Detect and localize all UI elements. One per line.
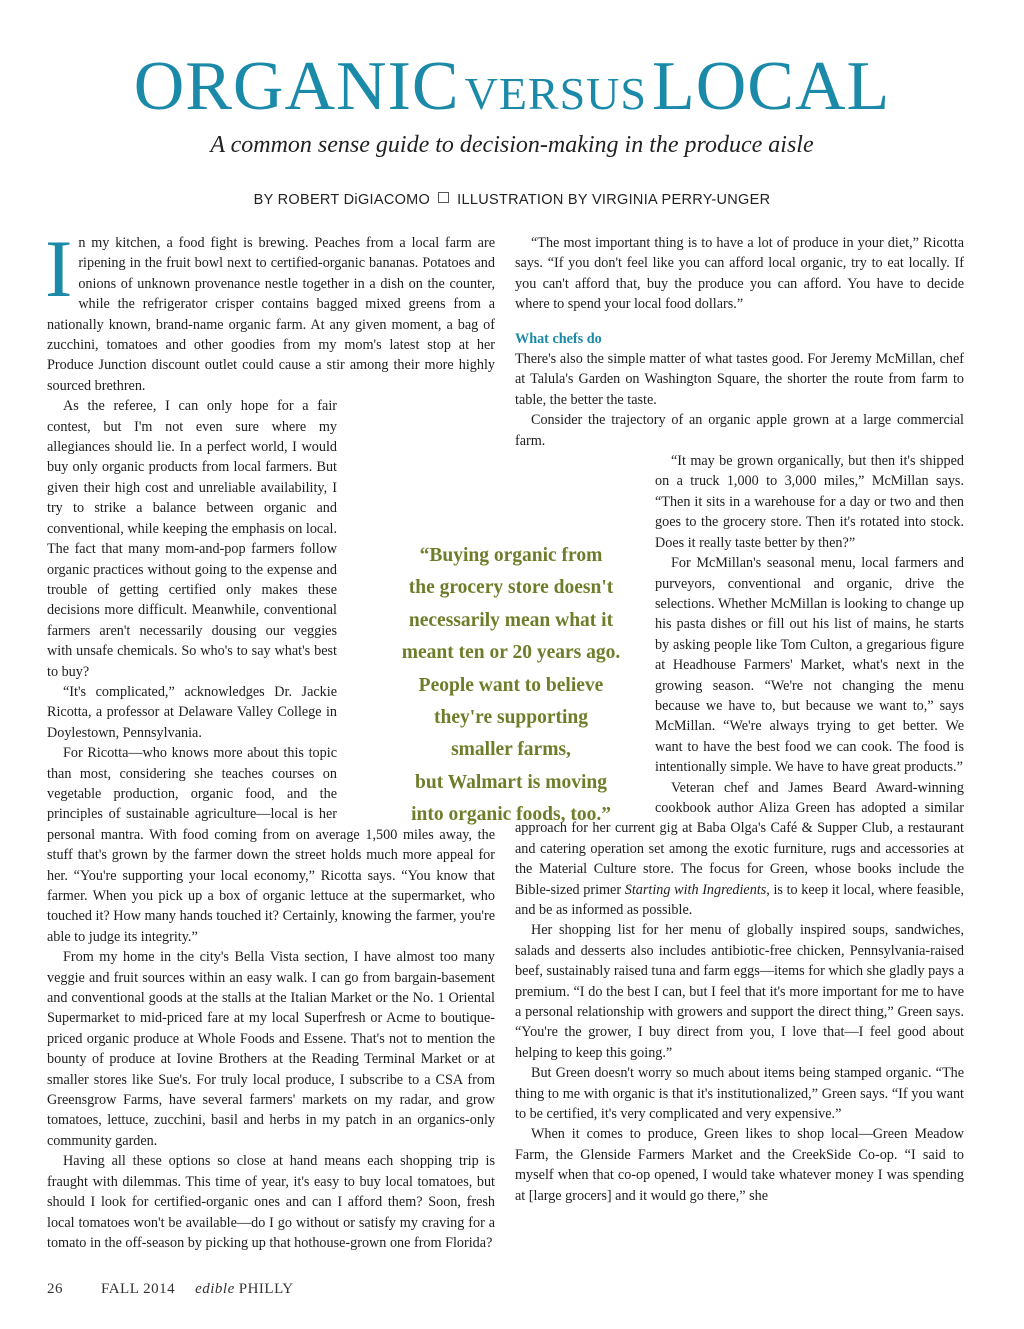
magazine-brand: edible: [195, 1281, 235, 1297]
pull-quote-line: meant ten or 20 years ago.: [401, 642, 621, 664]
drop-cap: I: [45, 223, 73, 314]
issue-season: FALL 2014: [101, 1281, 176, 1297]
pull-quote-line: they're supporting: [433, 707, 589, 729]
pull-quote-line: People want to believe: [418, 674, 604, 696]
paragraph: As the referee, I can only hope for a fair contest, but I'm not even sure where my allegiances should lie. In a perfect world, I would buy only organic products from local farmers. But given their high cost and unreliable availability, I try to strike a balance between organic and conventional, while keeping the emphasis on local. The fact that many mom-and-pop farmers follow organic practices without going to the expense and trouble of getting certified only makes these decisions more difficult. Meanwhile, conventional farmers aren't necessarily dousing our veggies with unsafe chemicals. So who's to say what's best to buy?: [47, 396, 495, 682]
separator-box-icon: [438, 192, 449, 203]
paragraph: But Green doesn't worry so much about items being stamped organic. “The thing to me with organic is that it's institutionalized,” Green says. “If you want to be certified, it's very complicated and very expensive.”: [515, 1065, 964, 1123]
paragraph: Consider the trajectory of an organic apple grown at a large commercial farm.: [515, 412, 964, 449]
paragraph: Her shopping list for her menu of globally inspired soups, sandwiches, salads and desserts also includes antibiotic-free chicken, Pennsylvania-raised beef, sustainably raised tuna and farm eggs—items for which she gladly pays a premium. “I do the best I can, but I feel that it's more important for me to have a personal relationship with growers and support the direct thing,” Green says. “You're the grower, I buy direct from you, I love that—I feel good about helping to keep this going.”: [515, 922, 964, 1061]
paragraph: For McMillan's seasonal menu, local farmers and purveyors, conventional and organic, drive the selections. Whether McMillan is looking to change up his pasta dishes or fill out his list of mains, he starts by asking people like Tom Culton, a gregarious figure at Headhouse Farmers' Market, what's next in the growing season. “We're not changing the menu because we have to, but because we want to,” says McMillan. “We're always trying to get better. We want to have the best food we can cook. The food is intentionally simple. We have to have great products.”: [655, 555, 964, 776]
byline-author: BY ROBERT DiGIACOMO: [253, 192, 431, 208]
byline: [0, 192, 1024, 208]
title-part-versus: VERSUS: [464, 68, 647, 119]
paragraph: There's also the simple matter of what tastes good. For Jeremy McMillan, chef at Talula's Garden on Washington Square, the shorter the route from farm to table, the better the taste.: [515, 351, 964, 408]
article-subtitle: A common sense guide to decision-making in the produce aisle: [210, 132, 814, 158]
paragraph: Having all these options so close at hand means each shopping trip is fraught with dilemmas. This time of year, it's easy to buy local tomatoes, but should I look for certified-organic ones and can I afford them? Soon, fresh local tomatoes won't be available—do I go without or satisfy my craving for a tomato in the off-season by picking up that hothouse-grown one from Florida?: [47, 1153, 495, 1251]
title-part-organic: ORGANIC: [133, 48, 460, 125]
paragraph: When it comes to produce, Green likes to shop local—Green Meadow Farm, the Glenside Farmers Market and the CreekSide Co-op. “I said to myself when that co-op opened, I would take whatever money I was spending at [large grocers] and it would go there,” she: [515, 1126, 964, 1204]
section-heading: What chefs do: [515, 330, 602, 347]
pull-quote-line: the grocery store doesn't: [408, 577, 614, 599]
book-title: Starting with Ingredients: [624, 881, 767, 898]
page-number: 26: [47, 1281, 63, 1297]
pull-quote-line: but Walmart is moving: [415, 771, 607, 793]
paragraph: Veteran chef and James Beard Award-winning cookbook author Aliza Green has adopted a similar approach for her current gig at Baba Olga's Café & Supper Club, a restaurant and catering operation set among the exotic furniture, rugs and accessories at the Material Culture store. The focus for Green, whose books include the Bible-sized primer Starting with Ingredients, is to keep it local, where feasible, and be as informed as possible.: [515, 779, 964, 918]
magazine-city: PHILLY: [238, 1281, 294, 1297]
page-footer: [47, 1281, 294, 1298]
pull-quote-line: necessarily mean what it: [408, 609, 614, 631]
paragraph: From my home in the city's Bella Vista section, I have almost too many veggie and fruit sources within an easy walk. I can go from bargain-basement and conventional goods at the stalls at the Italian Market or the No. 1 Oriental Supermarket to mid-priced fare at my local Superfresh or Acme to boutique-priced organic produce at Whole Foods and Essene. That's not to mention the bounty of produce at Iovine Brothers at the Reading Terminal Market or at smaller stores like Sue's. For truly local produce, I subscribe to a CSA from Greensgrow Farms, have several farmers' markets on my radar, and grow tomatoes, lettuce, zucchini, basil and herbs in my patch in an organics-only community garden.: [47, 949, 495, 1149]
paragraph: “It may be grown organically, but then it's shipped on a truck 1,000 to 3,000 miles,” McMillan says. “Then it sits in a warehouse for a day or two and then goes to the grocery store. Then it's rotated into stock. Does it really taste better by then?”: [515, 451, 964, 553]
pull-quote-line: “Buying organic from: [419, 545, 603, 566]
pull-quote: [380, 540, 642, 832]
paragraph: For Ricotta—who knows more about this topic than most, considering she teaches courses on vegetable production, organic food, and the principles of sustainable agriculture—local is her personal mantra. With food coming from on average 1,500 miles away, the stuff that's grown by the farmer down the street holds much more appeal for her. “You're supporting your local economy,” Ricotta says. “You know that farmer. When you pick up a box of organic lettuce at the supermarket, who touched it? How many hands touched it? Certainly, knowing the farmer, you're able to judge its integrity.”: [47, 745, 495, 945]
pull-quote-line: smaller farms,: [451, 739, 571, 761]
title-part-local: LOCAL: [651, 48, 891, 125]
article-title: [0, 48, 1024, 125]
paragraph: “It's complicated,” acknowledges Dr. Jackie Ricotta, a professor at Delaware Valley College in Doylestown, Pennsylvania.: [47, 683, 337, 741]
pull-quote-line: into organic foods, too.”: [411, 804, 611, 826]
paragraph: In my kitchen, a food fight is brewing. Peaches from a local farm are ripening in the fruit bowl next to certified-organic bananas. Potatoes and onions of unknown provenance nestle together in a dish on the counter, while the refrigerator crisper contains bagged mixed greens from a nationally known, brand-name organic farm. At any given moment, a bag of zucchini, tomatoes and other goodies from my mom's latest stop at her Produce Junction discount outlet could cause a stir among their more highly sourced brethren.: [45, 223, 495, 394]
byline-illustration: ILLUSTRATION BY VIRGINIA PERRY-UNGER: [457, 192, 771, 208]
paragraph: “The most important thing is to have a lot of produce in your diet,” Ricotta says. “If you don't feel like you can afford local organic, try to eat locally. If you can't afford that, buy the produce you can afford. You have to decide where to spend your local food dollars.”: [515, 235, 964, 313]
